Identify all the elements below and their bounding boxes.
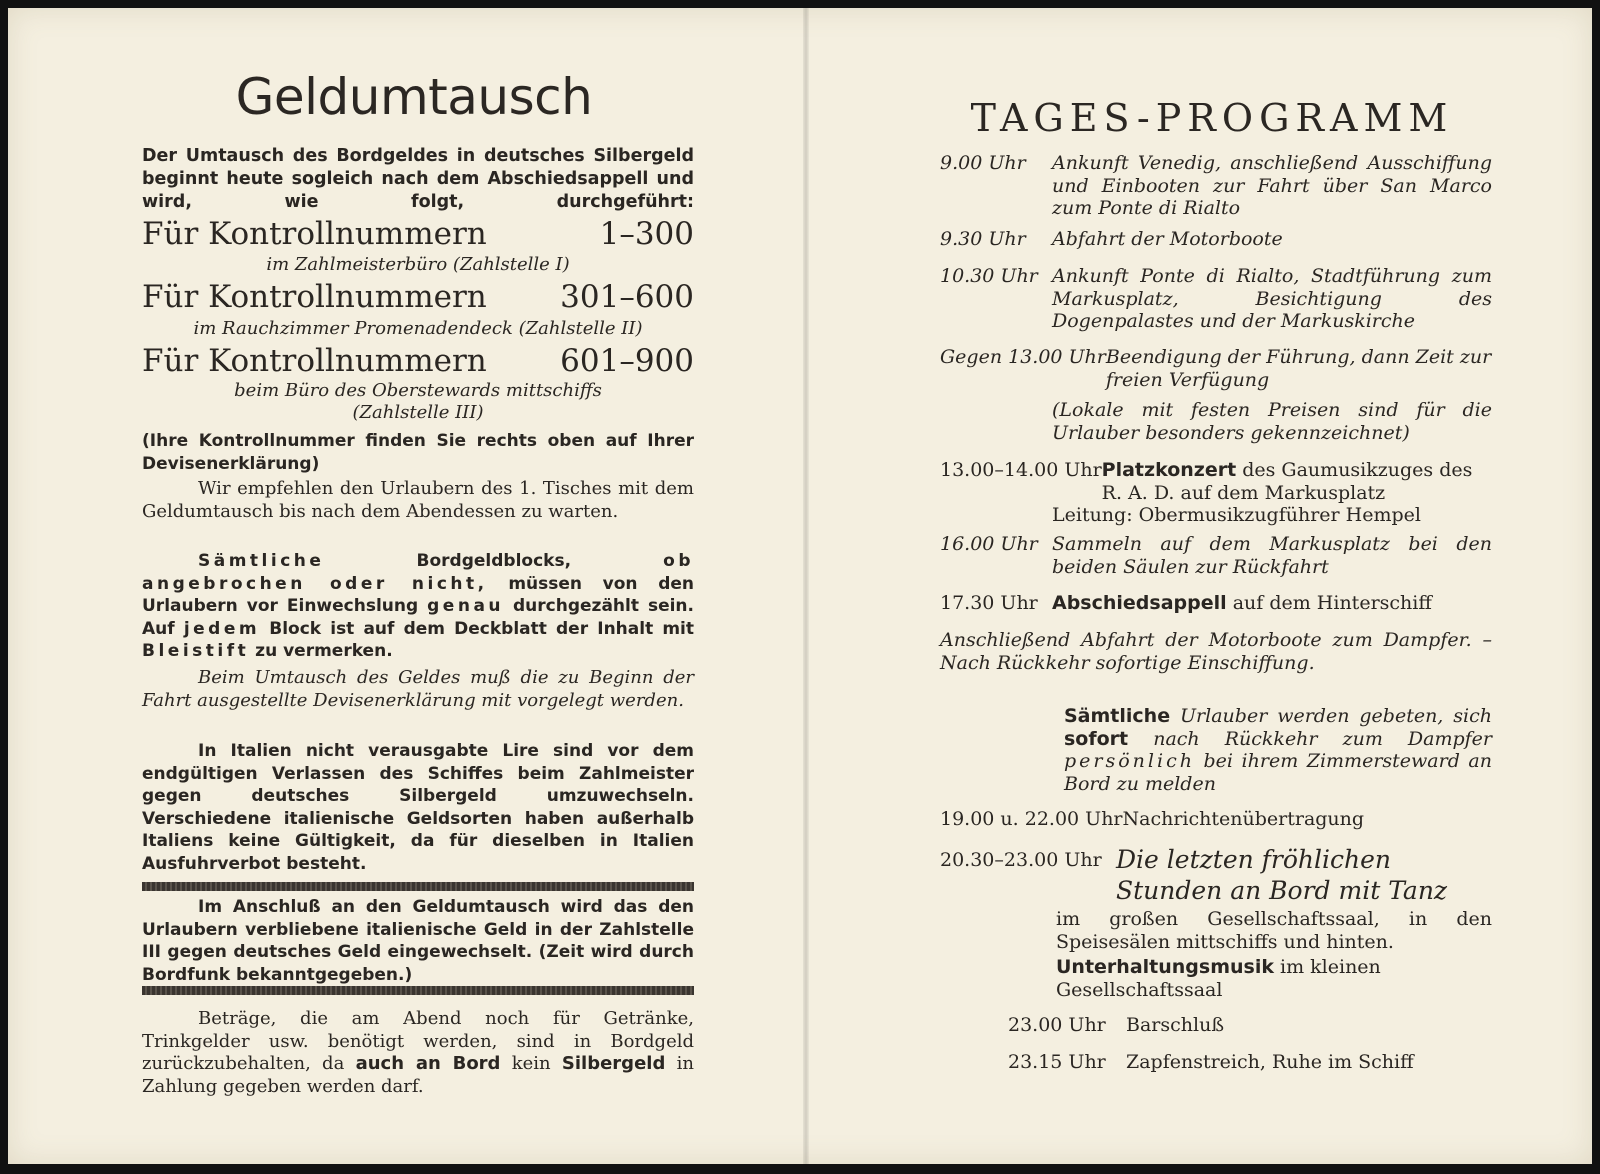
kontroll-group-2 bbox=[142, 279, 694, 315]
kontroll-location-2: (Zahlstelle III) bbox=[352, 402, 484, 423]
divider-rule bbox=[142, 882, 694, 891]
entry-desc: Beendigung der Führung, dann Zeit zur freien Verfügung bbox=[1105, 346, 1492, 391]
text-part: Sämtliche bbox=[198, 551, 325, 571]
kontroll-range: 601–900 bbox=[560, 343, 694, 379]
program-entry bbox=[940, 592, 1492, 615]
kontroll-label: Für Kontrollnummern bbox=[142, 343, 487, 379]
entry-desc: Barschluß bbox=[1126, 1014, 1225, 1036]
text-part: sofort bbox=[1064, 727, 1129, 750]
bordgeld-blocks-text bbox=[142, 550, 694, 663]
betraege-text bbox=[142, 1008, 694, 1098]
text-part: Beträge, die am Abend noch für Getränke, Trinkgelder usw. benötigt werden, sind in Bordgeld zurückzubehalten, da bbox=[142, 1008, 694, 1074]
entry-time: 16.00 Uhr bbox=[940, 533, 1038, 555]
kontroll-location: im Zahlmeisterbüro (Zahlstelle I) bbox=[266, 254, 570, 275]
entry-time: 13.00–14.00 Uhr bbox=[940, 459, 1102, 481]
entry-time: 10.30 Uhr bbox=[940, 265, 1038, 287]
program-entry bbox=[940, 844, 1492, 906]
entry-bold: Abschiedsappell bbox=[1052, 592, 1227, 614]
entry-desc: im kleinen Gesellschaftssaal bbox=[1056, 956, 1381, 1001]
entry-desc: auf dem Hinterschiff bbox=[1232, 592, 1432, 614]
entry-time: 19.00 u. 22.00 Uhr bbox=[940, 808, 1123, 830]
entry-time: 23.00 Uhr bbox=[1008, 1014, 1106, 1036]
entry-desc: des Gaumusikzuges des R. A. D. auf dem Markusplatz bbox=[1101, 459, 1473, 504]
program-entry bbox=[940, 265, 1492, 333]
kontroll-group-3 bbox=[142, 343, 694, 379]
entry-time: 20.30–23.00 Uhr bbox=[940, 849, 1102, 871]
text-part: Silbergeld bbox=[561, 1053, 666, 1074]
entry-desc: Nachrichtenübertragung bbox=[1122, 808, 1365, 830]
entry-time: Gegen 13.00 Uhr bbox=[940, 346, 1106, 368]
kontrollnummer-note: (Ihre Kontrollnummer finden Sie rechts oben auf Ihrer Devisenerklärung) bbox=[142, 431, 694, 474]
text-part: Urlauber werden gebeten, sich bbox=[1180, 705, 1492, 727]
text-part: Sämtliche bbox=[1064, 705, 1171, 727]
program-entry bbox=[940, 346, 1492, 444]
kontroll-location: im Rauchzimmer Promenadendeck (Zahlstelle II) bbox=[193, 318, 643, 339]
program-entry bbox=[940, 533, 1492, 578]
geldumtausch-title: Geldumtausch bbox=[235, 68, 593, 126]
document-sheet bbox=[8, 8, 1592, 1164]
program-entry: Anschließend Abfahrt der Motorboote zum Dampfer. – Nach Rückkehr sofortige Einschiffung. bbox=[940, 629, 1492, 674]
entry-music bbox=[1056, 956, 1492, 1001]
program-entry bbox=[1008, 1051, 1492, 1074]
entry-line2: Leitung: Obermusikzugführer Hempel bbox=[1052, 504, 1421, 526]
entry-desc: Abfahrt der Motorboote bbox=[1052, 228, 1283, 250]
entry-bold: Platzkonzert bbox=[1101, 459, 1237, 481]
entry-note: (Lokale mit festen Preisen sind für die Urlauber besonders gekennzeichnet) bbox=[1052, 399, 1492, 444]
entry-desc: Ankunft Venedig, anschließend Ausschiffung und Einbooten zur Fahrt über San Marco zum Ponte di Rialto bbox=[1052, 152, 1492, 219]
program-entry bbox=[940, 228, 1492, 251]
text-part: Bleistift bbox=[142, 641, 250, 661]
intro-text: Der Umtausch des Bordgeldes in deutsches Silbergeld beginnt heute sogleich nach dem Abschiedsappell und wird, wie folgt, durchgeführt: bbox=[142, 146, 694, 212]
text-part: nach Rückkehr zum Dampfer bbox=[1153, 727, 1492, 750]
text-part: müssen von den Urlaubern vor Einwechslung bbox=[142, 573, 695, 616]
text-part: jedem bbox=[183, 618, 261, 639]
kontroll-range: 1–300 bbox=[599, 216, 694, 252]
program-entry bbox=[1008, 1014, 1492, 1037]
text-part: durchgezählt sein. Auf bbox=[142, 596, 694, 639]
kontroll-group-1 bbox=[142, 216, 694, 252]
entry-time: 17.30 Uhr bbox=[940, 592, 1038, 614]
entry-desc: Sammeln auf dem Markusplatz bei den beiden Säulen zur Rückfahrt bbox=[1052, 533, 1492, 578]
text-part: kein bbox=[511, 1053, 551, 1074]
program-entry bbox=[940, 808, 1492, 831]
center-fold bbox=[803, 8, 809, 1164]
entry-time: 9.30 Uhr bbox=[940, 228, 1026, 250]
text-part: genau bbox=[427, 596, 505, 616]
text-part: persönlich bbox=[1064, 750, 1195, 772]
text-part: auch an Bord bbox=[355, 1053, 501, 1074]
text-part: Bordgeldblocks, bbox=[416, 551, 572, 571]
text-part: zu vermerken. bbox=[255, 641, 393, 661]
entry-bold: Unterhaltungsmusik bbox=[1056, 956, 1274, 978]
recommend-text: Wir empfehlen den Urlaubern des 1. Tisches mit dem Geldumtausch bis nach dem Abendessen zu warten. bbox=[142, 478, 694, 522]
tagesprogramm-title: TAGES-PROGRAMM bbox=[970, 96, 1454, 140]
entry-note bbox=[1064, 705, 1492, 795]
kontroll-label: Für Kontrollnummern bbox=[142, 216, 487, 252]
text-part: in Zahlung gegeben werden darf. bbox=[142, 1053, 694, 1097]
kontroll-range: 301–600 bbox=[560, 279, 694, 315]
program-entry bbox=[940, 459, 1492, 527]
divider-rule bbox=[142, 986, 694, 995]
text-part: ob angebrochen oder nicht, bbox=[142, 551, 694, 594]
kontroll-label: Für Kontrollnummern bbox=[142, 279, 487, 315]
entry-place: im großen Gesellschaftssaal, in den Speisesälen mittschiffs und hinten. bbox=[1056, 908, 1492, 953]
text-part: bei ihrem Zimmersteward an Bord zu melden bbox=[1064, 750, 1492, 795]
anschluss-text: Im Anschluß an den Geldumtausch wird das den Urlaubern verbliebene italienische Geld in der Zahlstelle III gegen deutsches Geld eingewechselt. (Zeit wird durch Bordfunk bekanntgegeben.) bbox=[142, 897, 694, 985]
entry-highlight: Die letzten fröhlichen Stunden an Bord mit Tanz bbox=[1116, 845, 1448, 905]
entry-time: 23.15 Uhr bbox=[1008, 1051, 1106, 1073]
kontroll-location: beim Büro des Oberstewards mittschiffs bbox=[234, 380, 602, 401]
entry-desc: Zapfenstreich, Ruhe im Schiff bbox=[1126, 1051, 1414, 1073]
entry-desc: Ankunft Ponte di Rialto, Stadtführung zum Markusplatz, Besichtigung des Dogenpalastes und der Markuskirche bbox=[1052, 265, 1492, 332]
text-part: Block ist auf dem Deckblatt der Inhalt mit bbox=[269, 618, 695, 639]
program-entry bbox=[940, 152, 1492, 220]
entry-time: 9.00 Uhr bbox=[940, 152, 1026, 174]
devisen-text: Beim Umtausch des Geldes muß die zu Beginn der Fahrt ausgestellte Devisenerklärung mit vorgelegt werden. bbox=[142, 667, 694, 711]
lire-text: In Italien nicht verausgabte Lire sind vor dem endgültigen Verlassen des Schiffes beim Zahlmeister gegen deutsches Silbergeld umzuwechseln. Verschiedene italienische Geldsorten haben außerhalb Italiens keine Gültigkeit, da für dieselben in Italien Ausfuhrverbot besteht. bbox=[142, 741, 694, 874]
